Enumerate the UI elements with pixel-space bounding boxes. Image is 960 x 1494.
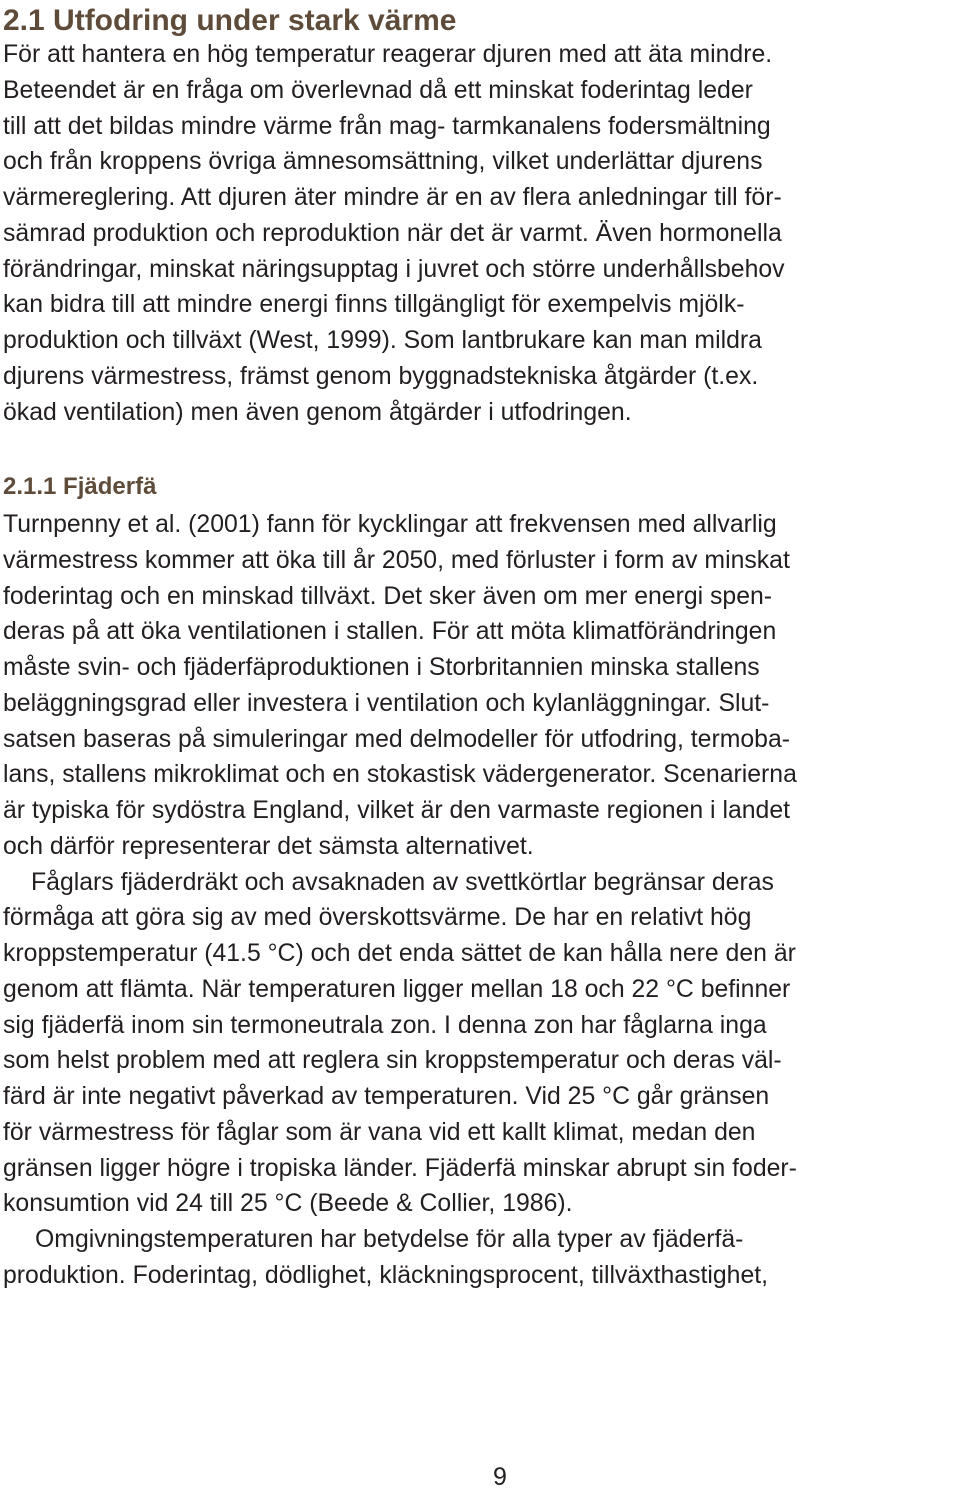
text-line: kan bidra till att mindre energi finns tillgängligt för exempelvis mjölk- — [3, 291, 745, 319]
subsection-heading: 2.1.1 Fjäderfä — [3, 473, 157, 500]
page-number: 9 — [493, 1463, 507, 1491]
text-line: kroppstemperatur (41.5 °C) och det enda sättet de kan hålla nere den är — [3, 940, 796, 967]
text-line: konsumtion vid 24 till 25 °C (Beede & Collier, 1986). — [3, 1190, 573, 1218]
text-line: beläggningsgrad eller investera i ventilation och kylanläggningar. Slut- — [3, 689, 770, 717]
text-line: färd är inte negativt påverkad av temperaturen. Vid 25 °C går gränsen — [3, 1083, 770, 1110]
text-line: värmestress kommer att öka till år 2050, med förluster i form av minskat — [3, 546, 790, 574]
subsection-body — [3, 507, 797, 1294]
text-line: deras på att öka ventilationen i stallen. För att möta klimatförändringen — [3, 618, 777, 646]
text-line: produktion. Foderintag, dödlighet, kläckningsprocent, tillväxthastighet, — [3, 1261, 769, 1289]
text-line: produktion och tillväxt (West, 1999). Som lantbrukare kan man mildra — [3, 327, 762, 354]
text-line: ökad ventilation) men även genom åtgärder i utfodringen. — [3, 398, 632, 426]
text-line: Omgivningstemperaturen har betydelse för alla typer av fjäderfä- — [35, 1226, 744, 1253]
text-line: är typiska för sydöstra England, vilket är den varmaste regionen i landet — [3, 797, 791, 824]
text-line: förmåga att göra sig av med överskottsvärme. De har en relativt hög — [3, 904, 752, 932]
text-line: gränsen ligger högre i tropiska länder. Fjäderfä minskar abrupt sin foder- — [3, 1154, 797, 1182]
text-line: satsen baseras på simuleringar med delmodeller för utfodring, termoba- — [3, 725, 790, 753]
text-line: För att hantera en hög temperatur reagerar djuren med att äta mindre. — [3, 41, 773, 68]
text-line: och från kroppens övriga ämnesomsättning, vilket underlättar djurens — [3, 148, 763, 176]
text-line: värmereglering. Att djuren äter mindre är en av flera anledningar till för- — [3, 184, 782, 211]
text-line: Beteendet är en fråga om överlevnad då ett minskat foderintag leder — [3, 76, 753, 104]
text-line: Fåglars fjäderdräkt och avsaknaden av svettkörtlar begränsar deras — [31, 868, 774, 896]
text-line: foderintag och en minskad tillväxt. Det sker även om mer energi spen- — [3, 582, 773, 610]
text-line: sig fjäderfä inom sin termoneutrala zon. I denna zon har fåglarna inga — [3, 1011, 767, 1039]
text-line: till att det bildas mindre värme från mag- tarmkanalens fodersmältning — [3, 112, 771, 140]
section-paragraph — [3, 37, 785, 430]
text-line: lans, stallens mikroklimat och en stokastisk vädergenerator. Scenarierna — [3, 761, 797, 789]
text-line: sämrad produktion och reproduktion när det är varmt. Även hormonella — [3, 219, 782, 247]
text-line: måste svin- och fjäderfäproduktionen i Storbritannien minska stallens — [3, 654, 760, 681]
text-line: djurens värmestress, främst genom byggnadstekniska åtgärder (t.ex. — [3, 362, 759, 390]
text-line: förändringar, minskat näringsupptag i juvret och större underhållsbehov — [3, 255, 785, 283]
section-heading: 2.1 Utfodring under stark värme — [3, 4, 457, 37]
text-line: genom att flämta. När temperaturen ligger mellan 18 och 22 °C befinner — [3, 975, 791, 1003]
text-line: Turnpenny et al. (2001) fann för kycklingar att frekvensen med allvarlig — [3, 511, 777, 538]
text-line: för värmestress för fåglar som är vana vid ett kallt klimat, medan den — [3, 1118, 756, 1146]
text-line: som helst problem med att reglera sin kroppstemperatur och deras väl- — [3, 1047, 782, 1075]
text-line: och därför representerar det sämsta alternativet. — [3, 832, 534, 860]
